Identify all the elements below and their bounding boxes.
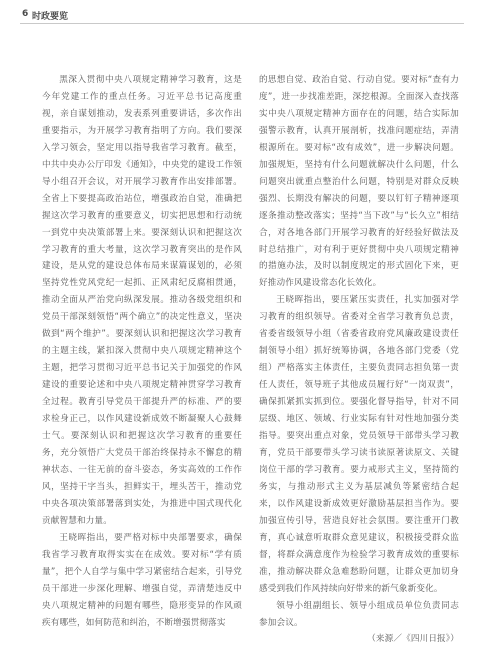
paragraph: 领导小组副组长、领导小组成员单位负责同志参加会议。 bbox=[259, 600, 459, 628]
paragraph: 王晓晖指出，要压紧压实责任，扎实加强对学习教育的组织领导。省委对全省学习教育负总责，省委省级领导小组（省委省政府党风廉政建设责任制领导小组）抓好统筹协调，各地各部门党委（党组）严格落实主体责任，主要负责同志担负第一责任人责任，领导班子其他成员履行好“一岗双责”，确保抓紧抓实抓到位。要强化督导指导，针对不同层级、地区、领域、行业实际有针对性地加强分类指导。要突出重点对象，党员领导干部带头学习教育，党员干部要带头学习读书读原著读原文、关键岗位干部的学习教育。要力戒形式主义，坚持简约务实，与推动形式主义为基层减负等紧密结合起来，以作风建设新成效更好激励基层担当作为。要加强宣传引导，营造良好社会氛围。要注重开门教育，真心诚意听取群众意见建议，积极接受群众监督，将群众满意度作为检验学习教育成效的重要标准，推动解决群众急难愁盼问题，让群众更加切身感受到我们作风持续向好带来的新气象新变化。 bbox=[259, 295, 459, 594]
paragraph: 王晓晖指出，要严格对标中央部署要求，确保我省学习教育取得实实在在成效。要对标“学有质量”，把个人自学与集中学习紧密结合起来，引导党员干部进一步深化理解、增强自觉，弄清楚违反中央八项规定精神的问题有哪些，隐形变异的作风顽疾有哪些，如何防范和纠治，不断增强贯彻落实 bbox=[42, 532, 242, 628]
page-header bbox=[0, 0, 484, 30]
left-column bbox=[42, 72, 242, 631]
header-divider bbox=[20, 23, 464, 24]
page-number: 6 bbox=[22, 9, 29, 19]
paragraph: 的思想自觉、政治自觉、行动自觉。要对标“查有力度”，进一步找准差距，深挖根源。全面深入查找落实中央八项规定精神方面存在的问题，结合实际加强警示教育，认真开展剖析，找准问题症结，弄清根源所在。要对标“改有成效”，进一步解决问题。加强规矩，坚持有什么问题就解决什么问题，什么问题突出就重点整治什么问题，特别是对群众反映强烈、长期没有解决的问题，要以钉钉子精神逐项逐条推动整改落实；坚持“当下改”与“长久立”相结合，对各地各部门开展学习教育的好经验好做法及时总结推广，对有利于更好贯彻中央八项规定精神的措施办法，及时以制度规定的形式固化下来，更好推动作风建设常态化长效化。 bbox=[259, 75, 459, 289]
section-title: 时政要览 bbox=[32, 12, 69, 22]
right-column bbox=[259, 72, 459, 648]
source-credit: （来源／《四川日报》） bbox=[367, 634, 459, 645]
paragraph: 黑深入贯彻中央八项规定精神学习教育，这是今年党建工作的重点任务。习近平总书记高度重视，亲自谋划推动，发表系列重要讲话，多次作出重要指示，为开展学习教育指明了方向。我们要深入学习领会，坚定用以指导我省学习教育。截至，中共中央办公厅印发《通知》，中央党的建设工作领导小组召开会议，对开展学习教育作出安排部署。全省上下要提高政治站位，增强政治自觉，准确把握这次学习教育的重要意义，切实把思想和行动统一到党中央决策部署上来。要深刻认识和把握这次学习教育的重大考量，这次学习教育突出的是作风建设，是从党的建设总体布局来谋篇谋划的，必须坚持党性党风党纪一起抓、正风肃纪反腐相贯通，推动全面从严治党向纵深发展。推动各级党组织和党员干部深刻领悟“两个确立”的决定性意义，坚决做到“两个维护”。要深刻认识和把握这次学习教育的主题主线，紧扣深入贯彻中央八项规定精神这个主题，把学习贯彻习近平总书记关于加强党的作风建设的重要论述和中央八项规定精神贯穿学习教育全过程。教育引导党员干部提升严的标准、严的要求检身正己，以作风建设新成效不断凝聚人心鼓舞士气。要深刻认识和把握这次学习教育的重要任务，充分领悟广大党员干部治终保持永不懈怠的精神状态、一往无前的奋斗姿态，务实高效的工作作风，坚持干字当头，担鲜实干，埋头苦干，推动党中央各项决策部署落到实处，为推进中国式现代化贡献智慧和力量。 bbox=[42, 75, 242, 526]
